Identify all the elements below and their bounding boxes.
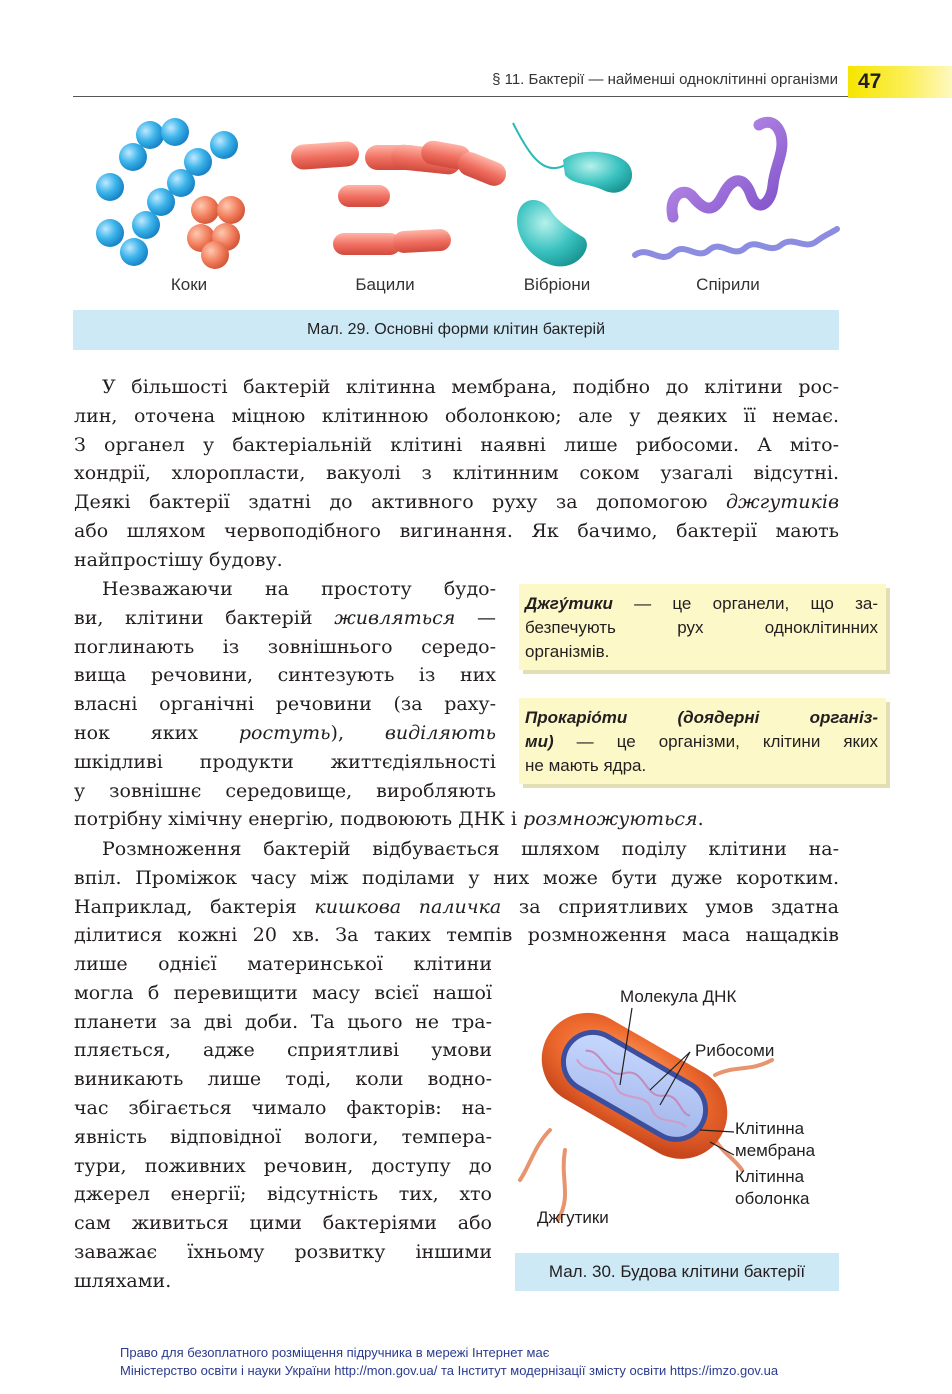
text-line: поглинають із зовнішнього середо- [74, 635, 496, 658]
text-run: за сприятливих умов здатна [501, 895, 840, 918]
term-flagella: джгутиків [726, 491, 839, 514]
paragraph-nutrition-end [74, 805, 839, 834]
text-run: Деякі бактерії здатні до активного руху за допомогою [74, 491, 726, 514]
text-line: сам живиться цими бактеріями або [74, 1212, 492, 1235]
text-line: З органел у бактеріальній клітині наявні лише рибосоми. А міто- [74, 433, 839, 456]
text-line: або шляхом червоподібного вигинання. Як бачимо, бактерії мають [74, 519, 839, 542]
text-line: планети за дві доби. Та цього не тра- [74, 1010, 492, 1033]
term-feed: живляться [334, 606, 456, 629]
label-line: оболонка [735, 1189, 810, 1208]
label-dna: Молекула ДНК [620, 987, 737, 1006]
text-line: виникають лише тоді, коли водно- [74, 1068, 492, 1091]
text-run: . [697, 808, 704, 830]
paragraph-cell-structure [74, 373, 839, 575]
page-number: 47 [848, 66, 952, 98]
definition-line [525, 706, 878, 730]
text-line: Незважаючи на простоту будо- [102, 578, 496, 600]
running-header: § 11. Бактерії — найменші одноклітинні організми [492, 71, 838, 88]
text-line: впіл. Проміжок часу між поділами у них може бути дуже коротким. [74, 866, 839, 889]
label-ribosomes: Рибосоми [695, 1041, 775, 1060]
text-run: — [455, 606, 496, 629]
definition-term: Прокаріо́ти (доядерні організ- [525, 708, 878, 727]
label-flagella: Джгутики [537, 1208, 609, 1227]
definition-line: не мають ядра. [525, 756, 647, 775]
text-line: могла б перевищити масу всієї нашої [74, 981, 492, 1004]
text-line: шкідливі продукти життєдіяльності [74, 750, 496, 773]
bacilli-illustration [290, 139, 509, 255]
term-excrete: виділяють [384, 721, 496, 744]
definition-flagella [519, 584, 886, 670]
label-line: мембрана [735, 1141, 816, 1160]
text-line: заважає їхньому розвитку іншими [74, 1240, 492, 1263]
text-line: У більшості бактерій клітинна мембрана, подібно до клітини рос- [102, 376, 839, 398]
text-line: вища речовини, синтезують із них [74, 664, 496, 687]
cocci-illustration [96, 118, 245, 269]
term-grow: ростуть [238, 721, 331, 744]
definition-term: ми) [525, 732, 554, 751]
label-cell-membrane [735, 1118, 815, 1162]
term-reproduce: розмножуються [523, 808, 698, 830]
text-line [74, 488, 839, 517]
paragraph-reproduction [74, 835, 839, 950]
footer-line: Міністерство освіти і науки України http://mon.gov.ua/ та Інститут модернізації змісту освіти https://imzo.gov.ua [120, 1363, 779, 1378]
header-rule [73, 96, 848, 97]
text-line: шляхами. [74, 1269, 172, 1292]
text-line: час збігається чимало факторів: на- [74, 1096, 492, 1119]
figure-label-spirilla: Спірили [696, 275, 760, 294]
definition-prokaryotes [519, 698, 886, 784]
label-line: Клітинна [735, 1119, 805, 1138]
figure-label-cocci: Коки [170, 275, 208, 294]
text-line: явність відповідної вологи, темпера- [74, 1125, 492, 1148]
text-line: лише однієї материнської клітини [74, 953, 492, 975]
paragraph-reproduction-cont [74, 950, 492, 1296]
figure-label-bacilli: Бацили [355, 275, 415, 294]
definition-line [525, 592, 878, 616]
text-line [74, 805, 839, 834]
footer-line: Право для безоплатного розміщення підручника в мережі Інтернет має [120, 1345, 550, 1360]
vibrios-illustration [513, 123, 632, 266]
figure-caption-30: Мал. 30. Будова клітини бактерії [515, 1253, 839, 1291]
text-line: ділитися кожні 20 хв. За таких темпів розмноження маса нащадків [74, 924, 839, 947]
text-line: найпростішу будову. [74, 548, 283, 571]
definition-term: Джгу́тики [525, 594, 613, 613]
definition-line: організмів. [525, 642, 610, 661]
text-line [74, 719, 496, 748]
text-run: ), [330, 721, 385, 744]
text-line: лин, оточена міцною клітинною оболонкою; але у деяких її немає. [74, 404, 839, 427]
text-line: у зовнішнє середовище, виробляють [74, 779, 496, 802]
text-line: власні органічні речовини (за раху- [74, 693, 496, 716]
definition-line [525, 730, 878, 754]
text-line: хондрії, хлоропласти, вакуолі з клітинним соком узагалі відсутні. [74, 462, 839, 485]
term-ecoli: кишкова паличка [314, 895, 502, 918]
text-run: ви, клітини бактерій [74, 606, 335, 629]
figure-caption-29: Мал. 29. Основні форми клітин бактерій [73, 310, 839, 350]
text-run: потрібну хімічну енергію, подвоюють ДНК і [74, 808, 524, 830]
text-line: Розмноження бактерій відбувається шляхом поділу клітини на- [102, 838, 839, 860]
label-line: Клітинна [735, 1167, 805, 1186]
text-run: — це органели, що за- [612, 594, 878, 613]
text-run: нок яких [74, 721, 239, 744]
text-line: пляється, адже сприятливі умови [74, 1039, 492, 1062]
text-line: тури, поживних речовин, доступу до [74, 1154, 492, 1177]
label-cell-wall [735, 1166, 810, 1210]
text-line [74, 893, 839, 922]
text-run: — це організми, клітини яких [553, 732, 878, 751]
text-line: джерел енергії; відсутність тих, хто [74, 1183, 492, 1206]
definition-line: безпечують рух одноклітинних [525, 618, 878, 637]
paragraph-nutrition [74, 575, 496, 805]
figure-label-vibrios: Вібріони [523, 275, 591, 294]
copyright-footer [120, 1344, 778, 1380]
text-run: Наприклад, бактерія [74, 895, 315, 918]
spirilla-illustration [635, 122, 837, 257]
text-line [74, 604, 496, 633]
